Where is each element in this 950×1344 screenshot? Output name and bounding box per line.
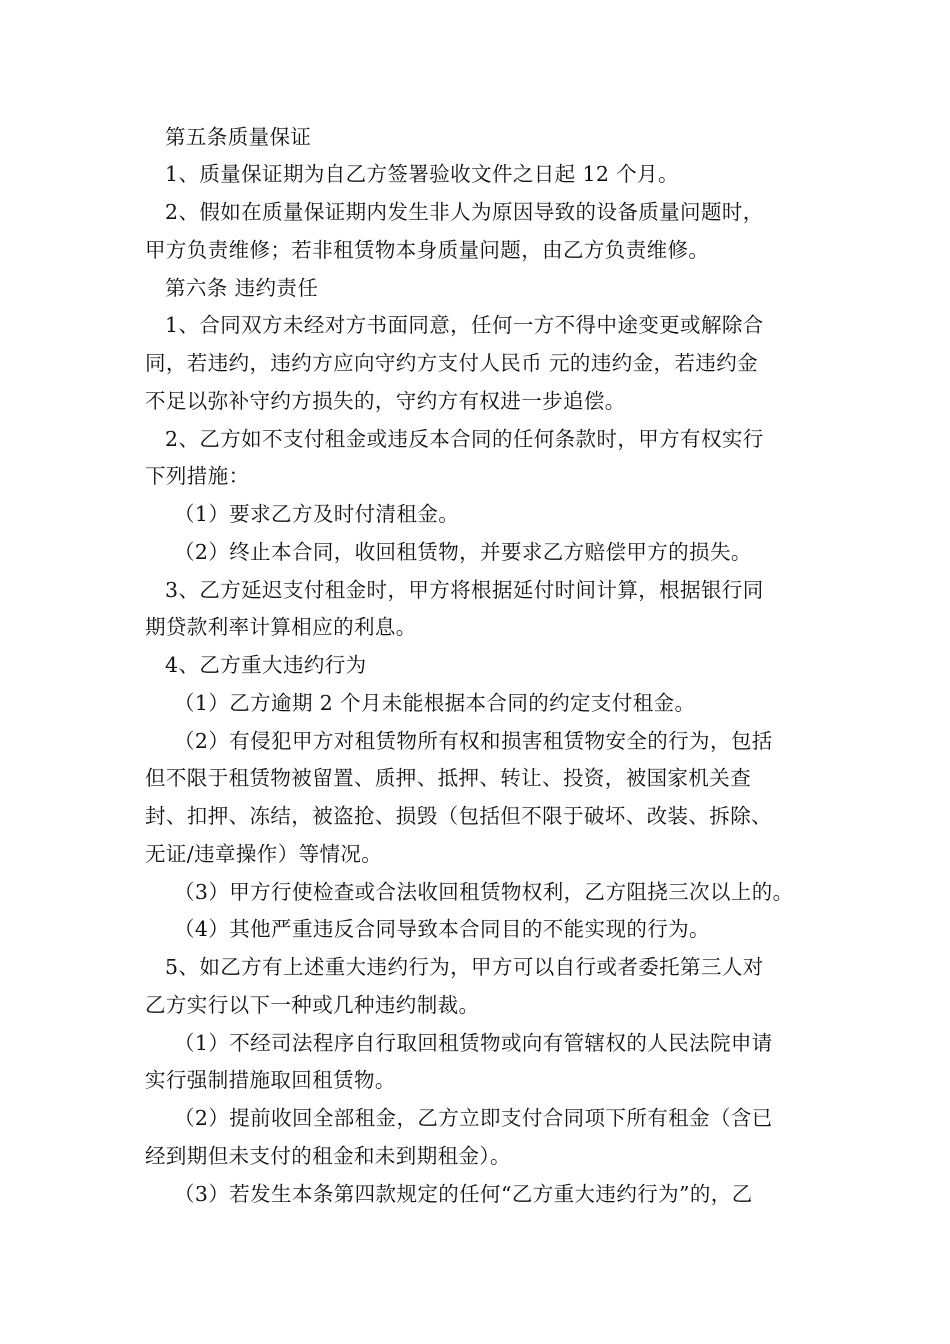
paragraph-line: 3、乙方延迟支付租金时，甲方将根据延付时间计算，根据银行同 (165, 578, 764, 602)
list-item: （2）有侵犯甲方对租赁物所有权和损害租赁物安全的行为，包括 (174, 729, 773, 753)
paragraph-line: 2、乙方如不支付租金或违反本合同的任何条款时，甲方有权实行 (165, 427, 764, 451)
paragraph-line: 2、假如在质量保证期内发生非人为原因导致的设备质量问题时， (165, 200, 764, 224)
paragraph-line: 乙方实行以下一种或几种违约制裁。 (145, 993, 480, 1017)
paragraph-line: 甲方负责维修；若非租赁物本身质量问题，由乙方负责维修。 (145, 238, 710, 262)
paragraph-line: 经到期但未支付的租金和未到期租金）。 (145, 1144, 511, 1168)
list-item: （2）提前收回全部租金，乙方立即支付合同项下所有租金（含已 (174, 1106, 773, 1130)
paragraph-line: 期贷款利率计算相应的利息。 (145, 615, 417, 639)
list-item: （3）若发生本条第四款规定的任何“乙方重大违约行为”的，乙 (174, 1182, 753, 1206)
paragraph-line: 不足以弥补守约方损失的，守约方有权进一步追偿。 (145, 389, 626, 413)
section-heading-6: 第六条 违约责任 (165, 276, 319, 300)
paragraph-line: 下列措施： (145, 464, 250, 488)
section-heading-5: 第五条质量保证 (165, 125, 312, 149)
list-item: （3）甲方行使检查或合法收回租赁物权利，乙方阻挠三次以上的。 (174, 880, 794, 904)
paragraph-line: 封、扣押、冻结，被盗抢、损毁（包括但不限于破坏、改装、拆除、 (145, 804, 772, 828)
paragraph-line: 1、质量保证期为自乙方签署验收文件之日起 12 个月。 (165, 162, 679, 186)
paragraph-line: 同，若违约，违约方应向守约方支付人民币 元的违约金，若违约金 (145, 351, 759, 375)
paragraph-line: 1、合同双方未经对方书面同意，任何一方不得中途变更或解除合 (165, 313, 764, 337)
paragraph-line: 但不限于租赁物被留置、质押、抵押、转让、投资，被国家机关查 (145, 766, 752, 790)
list-item: （1）要求乙方及时付清租金。 (174, 502, 460, 526)
paragraph-line: 实行强制措施取回租赁物。 (145, 1068, 396, 1092)
paragraph-line: 5、如乙方有上述重大违约行为，甲方可以自行或者委托第三人对 (165, 955, 764, 979)
list-item: （1）乙方逾期 2 个月未能根据本合同的约定支付租金。 (174, 691, 696, 715)
paragraph-line: 4、乙方重大违约行为 (165, 653, 367, 677)
list-item: （4）其他严重违反合同导致本合同目的不能实现的行为。 (174, 917, 710, 941)
list-item: （1）不经司法程序自行取回租赁物或向有管辖权的人民法院申请 (174, 1031, 773, 1055)
list-item: （2）终止本合同，收回租赁物，并要求乙方赔偿甲方的损失。 (174, 540, 752, 564)
paragraph-line: 无证/违章操作）等情况。 (145, 842, 383, 866)
